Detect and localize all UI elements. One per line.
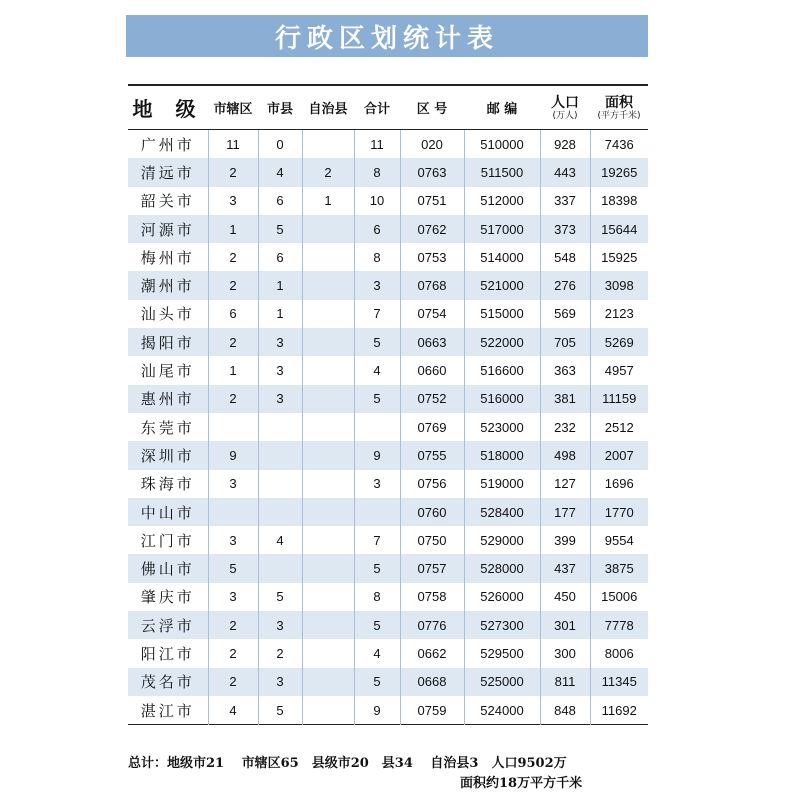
cell-youbian: 521000 <box>464 271 540 299</box>
cell-city: 云浮市 <box>128 611 208 639</box>
cell-renkou: 127 <box>540 470 590 498</box>
cell-mianji: 11159 <box>590 385 648 413</box>
cell-shixian <box>258 413 302 441</box>
cell-zizhixian <box>302 668 354 696</box>
cell-zizhixian <box>302 328 354 356</box>
cell-quhao: 0762 <box>400 215 464 243</box>
header-mianji <box>590 85 648 130</box>
table-row <box>128 215 648 243</box>
cell-youbian: 518000 <box>464 441 540 469</box>
table-row <box>128 271 648 299</box>
cell-renkou: 373 <box>540 215 590 243</box>
cell-renkou: 928 <box>540 130 590 159</box>
cell-renkou: 363 <box>540 356 590 384</box>
cell-shixian <box>258 470 302 498</box>
cell-shixian: 1 <box>258 300 302 328</box>
cell-zizhixian <box>302 696 354 725</box>
cell-heji: 8 <box>354 583 400 611</box>
cell-shixian: 5 <box>258 583 302 611</box>
cell-mianji: 2007 <box>590 441 648 469</box>
cell-renkou: 437 <box>540 554 590 582</box>
cell-youbian: 524000 <box>464 696 540 725</box>
cell-mianji: 3098 <box>590 271 648 299</box>
cell-renkou: 498 <box>540 441 590 469</box>
cell-shixiaqu: 1 <box>208 356 258 384</box>
cell-mianji: 2123 <box>590 300 648 328</box>
cell-mianji: 18398 <box>590 187 648 215</box>
cell-shixiaqu: 3 <box>208 526 258 554</box>
cell-shixiaqu: 3 <box>208 470 258 498</box>
header-heji: 合计 <box>354 85 400 130</box>
cell-zizhixian <box>302 554 354 582</box>
cell-youbian: 525000 <box>464 668 540 696</box>
cell-city: 惠州市 <box>128 385 208 413</box>
cell-quhao: 0756 <box>400 470 464 498</box>
cell-youbian: 528400 <box>464 498 540 526</box>
cell-shixian: 6 <box>258 243 302 271</box>
cell-quhao: 0751 <box>400 187 464 215</box>
cell-heji: 7 <box>354 300 400 328</box>
cell-heji: 9 <box>354 696 400 725</box>
header-youbian: 邮 编 <box>464 85 540 130</box>
header-shixian: 市县 <box>258 85 302 130</box>
cell-quhao: 0750 <box>400 526 464 554</box>
cell-mianji: 11692 <box>590 696 648 725</box>
cell-heji: 7 <box>354 526 400 554</box>
table-row <box>128 498 648 526</box>
cell-zizhixian <box>302 526 354 554</box>
cell-quhao: 0776 <box>400 611 464 639</box>
cell-heji: 8 <box>354 243 400 271</box>
cell-city: 韶关市 <box>140 192 195 211</box>
table-row <box>128 385 648 413</box>
page-title: 行政区划统计表 <box>274 23 499 54</box>
cell-heji: 4 <box>354 356 400 384</box>
cell-renkou: 848 <box>540 696 590 725</box>
cell-quhao: 020 <box>400 130 464 159</box>
cell-city: 潮州市 <box>128 271 208 299</box>
cell-shixiaqu: 2 <box>208 328 258 356</box>
cell-mianji: 1770 <box>590 498 648 526</box>
cell-city: 肇庆市 <box>140 588 195 607</box>
cell-renkou: 177 <box>540 498 590 526</box>
cell-shixiaqu: 3 <box>208 583 258 611</box>
header-diji: 地 级 <box>128 85 208 130</box>
cell-youbian: 515000 <box>464 300 540 328</box>
table-header <box>128 85 648 130</box>
cell-youbian: 529500 <box>464 639 540 667</box>
cell-renkou: 232 <box>540 413 590 441</box>
cell-shixian <box>258 554 302 582</box>
cell-mianji: 7778 <box>590 611 648 639</box>
table-row <box>128 356 648 384</box>
cell-zizhixian <box>302 385 354 413</box>
cell-mianji: 15644 <box>590 215 648 243</box>
cell-quhao: 0754 <box>400 300 464 328</box>
cell-shixian: 3 <box>258 385 302 413</box>
table-row <box>128 470 648 498</box>
cell-shixiaqu: 2 <box>208 158 258 186</box>
cell-shixian: 4 <box>258 526 302 554</box>
cell-youbian: 511500 <box>464 158 540 186</box>
cell-shixian: 3 <box>258 328 302 356</box>
cell-youbian: 516000 <box>464 385 540 413</box>
cell-shixian: 5 <box>258 696 302 725</box>
cell-heji: 9 <box>354 441 400 469</box>
cell-quhao: 0760 <box>400 498 464 526</box>
cell-renkou: 276 <box>540 271 590 299</box>
cell-city: 河源市 <box>128 215 208 243</box>
cell-heji: 5 <box>354 554 400 582</box>
cell-shixiaqu <box>208 498 258 526</box>
cell-mianji: 4957 <box>590 356 648 384</box>
table-row <box>128 328 648 356</box>
footer-area: 面积约18万平方千米 <box>460 776 583 791</box>
cell-mianji: 8006 <box>590 639 648 667</box>
footer-summary: 总计：地级市21 市辖区65 县级市20 县34 自治县3 人口9502万 <box>128 756 567 771</box>
table-row <box>128 130 648 159</box>
cell-city: 阳江市 <box>140 644 195 663</box>
cell-shixiaqu: 9 <box>208 441 258 469</box>
cell-mianji: 7436 <box>590 130 648 159</box>
cell-youbian: 512000 <box>464 187 540 215</box>
cell-city: 湛江市 <box>140 701 195 720</box>
cell-shixian: 3 <box>258 668 302 696</box>
cell-shixiaqu: 5 <box>208 554 258 582</box>
cell-city: 梅州市 <box>140 248 195 267</box>
cell-shixiaqu: 2 <box>208 639 258 667</box>
cell-heji <box>354 498 400 526</box>
cell-mianji: 3875 <box>590 554 648 582</box>
table-row <box>128 639 648 667</box>
cell-quhao: 0663 <box>400 328 464 356</box>
stats-table-container <box>128 84 648 725</box>
cell-quhao: 0668 <box>400 668 464 696</box>
cell-zizhixian <box>302 271 354 299</box>
table-row <box>128 526 648 554</box>
table-row <box>128 441 648 469</box>
cell-quhao: 0763 <box>400 158 464 186</box>
cell-youbian: 519000 <box>464 470 540 498</box>
cell-mianji: 9554 <box>590 526 648 554</box>
cell-renkou: 399 <box>540 526 590 554</box>
cell-youbian: 523000 <box>464 413 540 441</box>
cell-renkou: 450 <box>540 583 590 611</box>
cell-shixiaqu: 4 <box>208 696 258 725</box>
cell-mianji: 1696 <box>590 470 648 498</box>
table-row <box>128 413 648 441</box>
cell-shixiaqu: 1 <box>208 215 258 243</box>
table-row <box>128 158 648 186</box>
cell-heji: 5 <box>354 668 400 696</box>
header-renkou-unit: (万人) <box>552 110 578 121</box>
cell-renkou: 443 <box>540 158 590 186</box>
table-row <box>128 243 648 271</box>
cell-quhao: 0757 <box>400 554 464 582</box>
cell-youbian: 522000 <box>464 328 540 356</box>
table-body <box>128 130 648 725</box>
cell-city: 清远市 <box>128 158 208 186</box>
cell-quhao: 0752 <box>400 385 464 413</box>
cell-heji <box>354 413 400 441</box>
cell-mianji: 15006 <box>590 583 648 611</box>
cell-heji: 10 <box>354 187 400 215</box>
table-row <box>128 696 648 725</box>
cell-shixian: 0 <box>258 130 302 159</box>
table-row <box>128 583 648 611</box>
cell-youbian: 528000 <box>464 554 540 582</box>
cell-mianji: 11345 <box>590 668 648 696</box>
cell-quhao: 0768 <box>400 271 464 299</box>
cell-shixiaqu: 2 <box>208 385 258 413</box>
cell-shixian: 6 <box>258 187 302 215</box>
cell-heji: 6 <box>354 215 400 243</box>
cell-shixiaqu: 2 <box>208 271 258 299</box>
cell-mianji: 19265 <box>590 158 648 186</box>
cell-youbian: 526000 <box>464 583 540 611</box>
table-row <box>128 668 648 696</box>
cell-city: 东莞市 <box>140 418 195 437</box>
cell-shixiaqu: 2 <box>208 668 258 696</box>
cell-quhao: 0769 <box>400 413 464 441</box>
cell-zizhixian <box>302 300 354 328</box>
cell-shixian <box>258 441 302 469</box>
table-row <box>128 611 648 639</box>
header-renkou <box>540 85 590 130</box>
cell-heji: 5 <box>354 611 400 639</box>
cell-city: 汕尾市 <box>140 362 195 381</box>
cell-city: 中山市 <box>128 498 208 526</box>
cell-shixian: 3 <box>258 611 302 639</box>
cell-shixian: 3 <box>258 356 302 384</box>
cell-city: 茂名市 <box>128 668 208 696</box>
cell-quhao: 0755 <box>400 441 464 469</box>
cell-renkou: 811 <box>540 668 590 696</box>
cell-mianji: 2512 <box>590 413 648 441</box>
cell-zizhixian <box>302 498 354 526</box>
cell-shixian: 4 <box>258 158 302 186</box>
cell-shixian: 1 <box>258 271 302 299</box>
cell-shixian: 5 <box>258 215 302 243</box>
cell-youbian: 510000 <box>464 130 540 159</box>
table-row <box>128 300 648 328</box>
cell-zizhixian <box>302 243 354 271</box>
cell-quhao: 0753 <box>400 243 464 271</box>
table-row <box>128 554 648 582</box>
cell-zizhixian <box>302 356 354 384</box>
cell-quhao: 0660 <box>400 356 464 384</box>
header-mianji-unit: (平方千米) <box>597 110 641 121</box>
cell-renkou: 300 <box>540 639 590 667</box>
cell-city: 珠海市 <box>140 475 195 494</box>
cell-youbian: 517000 <box>464 215 540 243</box>
cell-renkou: 705 <box>540 328 590 356</box>
cell-renkou: 548 <box>540 243 590 271</box>
header-zizhixian: 自治县 <box>302 85 354 130</box>
cell-shixiaqu: 3 <box>208 187 258 215</box>
cell-renkou: 301 <box>540 611 590 639</box>
cell-city: 深圳市 <box>128 441 208 469</box>
cell-city: 佛山市 <box>128 554 208 582</box>
cell-youbian: 529000 <box>464 526 540 554</box>
cell-shixiaqu: 6 <box>208 300 258 328</box>
header-shixiaqu: 市辖区 <box>208 85 258 130</box>
cell-youbian: 514000 <box>464 243 540 271</box>
stats-table <box>128 84 648 725</box>
cell-shixiaqu <box>208 413 258 441</box>
cell-zizhixian: 2 <box>302 158 354 186</box>
table-row <box>128 187 648 215</box>
cell-heji: 5 <box>354 328 400 356</box>
cell-zizhixian <box>302 583 354 611</box>
header-quhao: 区 号 <box>400 85 464 130</box>
cell-city: 广州市 <box>140 135 195 154</box>
cell-city: 江门市 <box>140 531 195 550</box>
cell-city: 汕头市 <box>140 305 195 324</box>
cell-heji: 4 <box>354 639 400 667</box>
header-mianji-label: 面积 <box>605 94 633 111</box>
cell-shixiaqu: 11 <box>208 130 258 159</box>
cell-zizhixian <box>302 639 354 667</box>
cell-youbian: 527300 <box>464 611 540 639</box>
cell-zizhixian <box>302 215 354 243</box>
cell-quhao: 0758 <box>400 583 464 611</box>
cell-zizhixian <box>302 441 354 469</box>
header-renkou-label: 人口 <box>551 94 579 111</box>
cell-shixian: 2 <box>258 639 302 667</box>
cell-zizhixian <box>302 611 354 639</box>
cell-zizhixian <box>302 470 354 498</box>
cell-shixiaqu: 2 <box>208 243 258 271</box>
cell-quhao: 0662 <box>400 639 464 667</box>
cell-renkou: 337 <box>540 187 590 215</box>
cell-quhao: 0759 <box>400 696 464 725</box>
cell-zizhixian <box>302 413 354 441</box>
cell-renkou: 569 <box>540 300 590 328</box>
cell-shixiaqu: 2 <box>208 611 258 639</box>
cell-shixian <box>258 498 302 526</box>
cell-heji: 3 <box>354 470 400 498</box>
cell-heji: 3 <box>354 271 400 299</box>
cell-heji: 5 <box>354 385 400 413</box>
cell-zizhixian <box>302 130 354 159</box>
cell-mianji: 5269 <box>590 328 648 356</box>
cell-renkou: 381 <box>540 385 590 413</box>
cell-city: 揭阳市 <box>128 328 208 356</box>
cell-heji: 8 <box>354 158 400 186</box>
cell-heji: 11 <box>354 130 400 159</box>
cell-zizhixian: 1 <box>302 187 354 215</box>
title-banner <box>126 15 648 57</box>
cell-mianji: 15925 <box>590 243 648 271</box>
cell-youbian: 516600 <box>464 356 540 384</box>
